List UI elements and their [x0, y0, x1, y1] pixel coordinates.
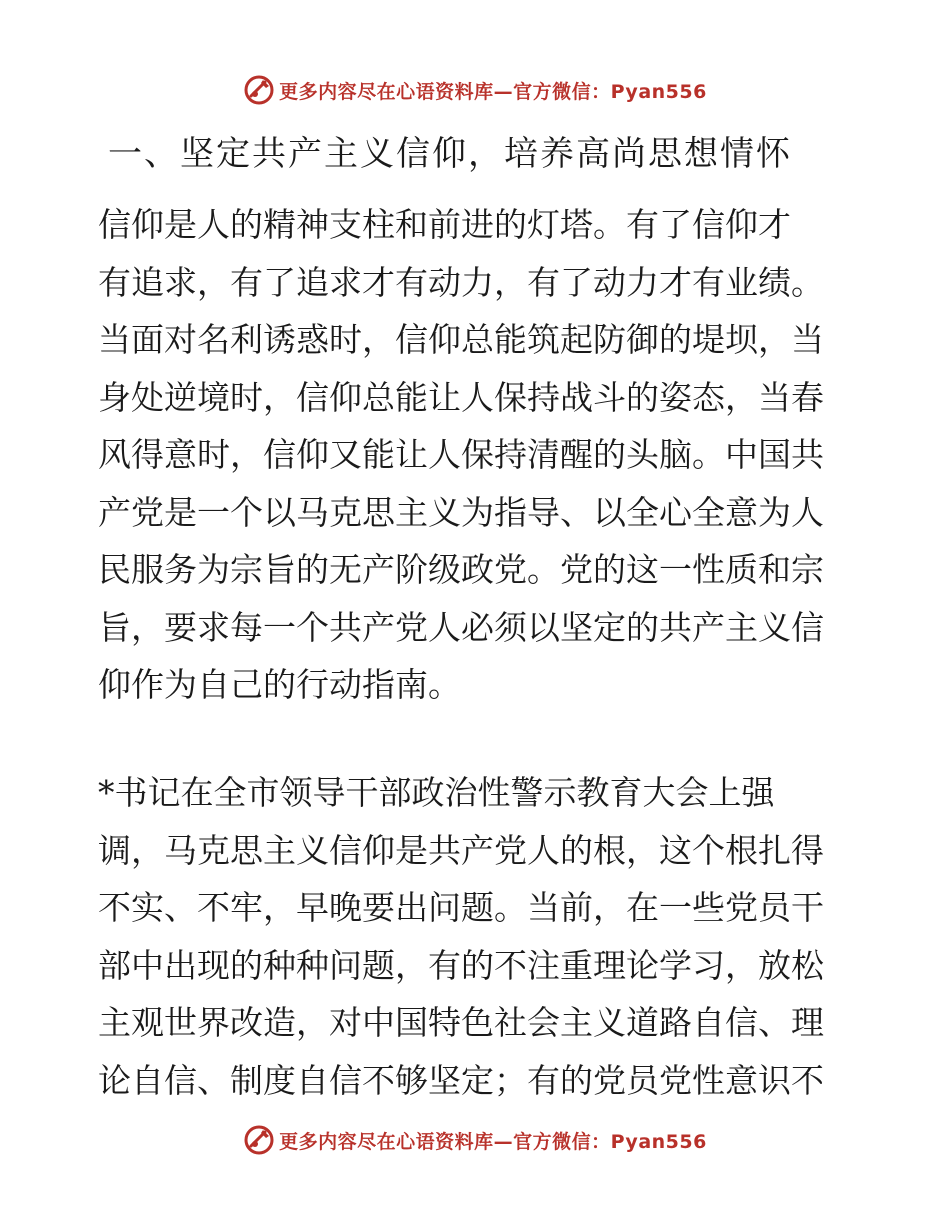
header-banner-text: 更多内容尽在心语资料库—官方微信：Pyan556	[279, 80, 707, 103]
paragraph-2	[98, 764, 858, 1109]
paragraph-line: 仰作为自己的行动指南。	[98, 665, 461, 704]
footer-banner-text: 更多内容尽在心语资料库—官方微信：Pyan556	[279, 1130, 707, 1153]
paragraph-line: *书记在全市领导干部政治性警示教育大会上强	[98, 773, 775, 812]
paragraph-line: 身处逆境时，信仰总能让人保持战斗的姿态，当春	[98, 377, 824, 417]
paragraph-line: 产党是一个以马克思主义为指导、以全心全意为人	[98, 492, 824, 532]
paragraph-line: 信仰是人的精神支柱和前进的灯塔。有了信仰才	[98, 205, 791, 244]
paragraph-line: 民服务为宗旨的无产阶级政党。党的这一性质和宗	[98, 550, 824, 589]
paragraph-line: 不实、不牢，早晚要出问题。当前，在一些党员干	[98, 888, 824, 927]
section-heading: 一、坚定共产主义信仰，培养高尚思想情怀	[108, 134, 792, 174]
paragraph-line: 主观世界改造，对中国特色社会主义道路自信、理	[98, 1003, 824, 1042]
paragraph-line: 论自信、制度自信不够坚定；有的党员党性意识不	[98, 1060, 824, 1100]
seal-logo-icon	[243, 1124, 275, 1156]
paragraph-line: 当面对名利诱惑时，信仰总能筑起防御的堤坝，当	[98, 320, 824, 359]
paragraph-line: 部中出现的种种问题，有的不注重理论学习，放松	[98, 945, 824, 985]
paragraph-line: 风得意时，信仰又能让人保持清醒的头脑。中国共	[98, 435, 824, 474]
header-banner	[0, 70, 950, 110]
paragraph-line: 有追求，有了追求才有动力，有了动力才有业绩。	[98, 262, 824, 302]
seal-logo-icon	[243, 74, 275, 106]
paragraph-line: 旨，要求每一个共产党人必须以坚定的共产主义信	[98, 607, 824, 647]
footer-banner	[0, 1120, 950, 1160]
paragraph-line: 调，马克思主义信仰是共产党人的根，这个根扎得	[98, 830, 824, 870]
paragraph-1	[98, 196, 858, 714]
